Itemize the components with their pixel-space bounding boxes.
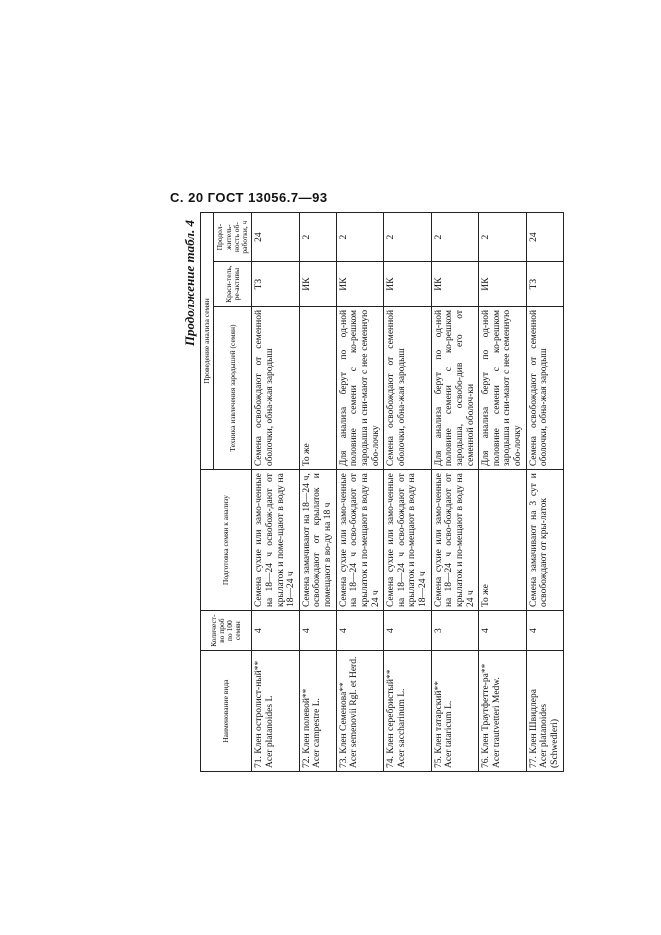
species-name: Клен Траутфетте-ра** [481, 663, 492, 754]
technique-cell: Для анализа берут по од-ной половине семени с ко-решком зародыша и сни-мают с нее семенную обо-лочку [479, 306, 527, 469]
dye-cell: ИК [299, 262, 336, 307]
table-row [384, 213, 432, 772]
species-cell [431, 651, 479, 772]
species-cell [336, 651, 384, 772]
header-dye: Краси-тель, ре-активы [214, 262, 252, 307]
row-number: 71. [254, 756, 265, 768]
header-name: Наименование вида [201, 651, 252, 772]
dye-cell: ИК [431, 262, 479, 307]
species-latin: Acer campestre L. [312, 698, 323, 768]
row-number: 73. [338, 756, 349, 768]
duration-cell: 2 [384, 213, 432, 262]
header-technique: Техника извлечения зародышей (семян) [214, 306, 252, 469]
species-latin: Acer saccharinum L. [396, 688, 407, 768]
species-cell [479, 651, 527, 772]
technique-cell: Для анализа берут по од-ной половине семени с ко-решком зародыша и сни-мают с нее семенную обо-лочку [336, 306, 384, 469]
table-row [479, 213, 527, 772]
row-number: 75. [433, 756, 444, 768]
species-latin: Acer tataricum L. [444, 700, 455, 768]
species-cell [299, 651, 336, 772]
species-cell [384, 651, 432, 772]
duration-cell: 24 [252, 213, 300, 262]
prep-cell: Семена сухие или замо-ченные на 18—24 ч осво-бождают от крылаток и по-мещают в воду на 24 ч [431, 470, 479, 611]
dye-cell: ТЗ [252, 262, 300, 307]
table-continuation-caption: Продолжение табл. 4 [182, 220, 197, 347]
table-row [526, 213, 563, 772]
header-group: Проведение анализа семян [201, 213, 214, 470]
dye-cell: ИК [384, 262, 432, 307]
species-name: Клен Семенова** [338, 682, 349, 754]
species-name: Клен остролист-ный** [254, 660, 265, 754]
table-row [252, 213, 300, 772]
rotated-table-container [182, 212, 560, 772]
row-number: 72. [301, 756, 312, 768]
technique-cell: То же [299, 306, 336, 469]
technique-cell: Семена освобождают от семенной оболочки, обна-жая зародыш [384, 306, 432, 469]
table-row [336, 213, 384, 772]
row-number: 77. [528, 756, 539, 768]
header-qty: Количест-во проб по 100 семян [201, 611, 252, 651]
qty-cell: 4 [526, 611, 563, 651]
table-row [299, 213, 336, 772]
header-duration: Продол-житель-ность об-работки, ч [214, 213, 252, 262]
species-name: Клен татарский** [433, 681, 444, 754]
prep-cell: То же [479, 470, 527, 611]
dye-cell: ИК [336, 262, 384, 307]
qty-cell: 3 [431, 611, 479, 651]
species-latin: Acer platanoides L [264, 695, 275, 768]
duration-cell: 2 [336, 213, 384, 262]
species-name: Клен полевой** [301, 688, 312, 754]
species-latin: Acer trautvetteri Medw. [491, 677, 502, 768]
species-cell [252, 651, 300, 772]
qty-cell: 4 [336, 611, 384, 651]
duration-cell: 24 [526, 213, 563, 262]
duration-cell: 2 [431, 213, 479, 262]
prep-cell: Семена сухие или замо-ченные на 18—24 ч осво-бождают от крылаток и по-мещают в воду на 18—24 ч [384, 470, 432, 611]
prep-cell: Семена замачивают на 18—24 ч, освобождают от крылаток и помещают в во-ду на 18 ч [299, 470, 336, 611]
qty-cell: 4 [479, 611, 527, 651]
dye-cell: ТЗ [526, 262, 563, 307]
seed-analysis-table [200, 212, 564, 772]
qty-cell: 4 [252, 611, 300, 651]
species-cell [526, 651, 563, 772]
species-latin: Acer platanoides (Schwedleri) [539, 703, 560, 768]
species-name: Клен Швидлера [528, 689, 539, 754]
table-body [252, 213, 563, 772]
row-number: 76. [481, 756, 492, 768]
row-number: 74. [386, 756, 397, 768]
prep-cell: Семена замачивают на 3 сут и освобождают от кры-латок [526, 470, 563, 611]
page-header: С. 20 ГОСТ 13056.7—93 [170, 190, 328, 205]
qty-cell: 4 [384, 611, 432, 651]
species-latin: Acer semenovii Rgl. et Herd. [349, 656, 360, 768]
technique-cell: Для анализа берут по од-ной половине семени с ко-решком зародыша, освобо-див его от семенной оболоч-ки [431, 306, 479, 469]
dye-cell: ИК [479, 262, 527, 307]
qty-cell: 4 [299, 611, 336, 651]
duration-cell: 2 [299, 213, 336, 262]
prep-cell: Семена сухие или замо-ченные на 18—24 ч освобож-дают от крылаток и поме-щают в воду на 18—24 ч [252, 470, 300, 611]
technique-cell: Семена освобождают от семенной оболочки, обна-жая зародыш [526, 306, 563, 469]
header-prep: Подготовка семян к анализу [201, 470, 252, 611]
technique-cell: Семена освобождают от семенной оболочки, обна-жая зародыш [252, 306, 300, 469]
species-name: Клен серебристый** [386, 669, 397, 754]
prep-cell: Семена сухие или замо-ченные на 18—24 ч осво-бождают от крылаток и по-мещают в воду на 24 ч [336, 470, 384, 611]
duration-cell: 2 [479, 213, 527, 262]
table-row [431, 213, 479, 772]
